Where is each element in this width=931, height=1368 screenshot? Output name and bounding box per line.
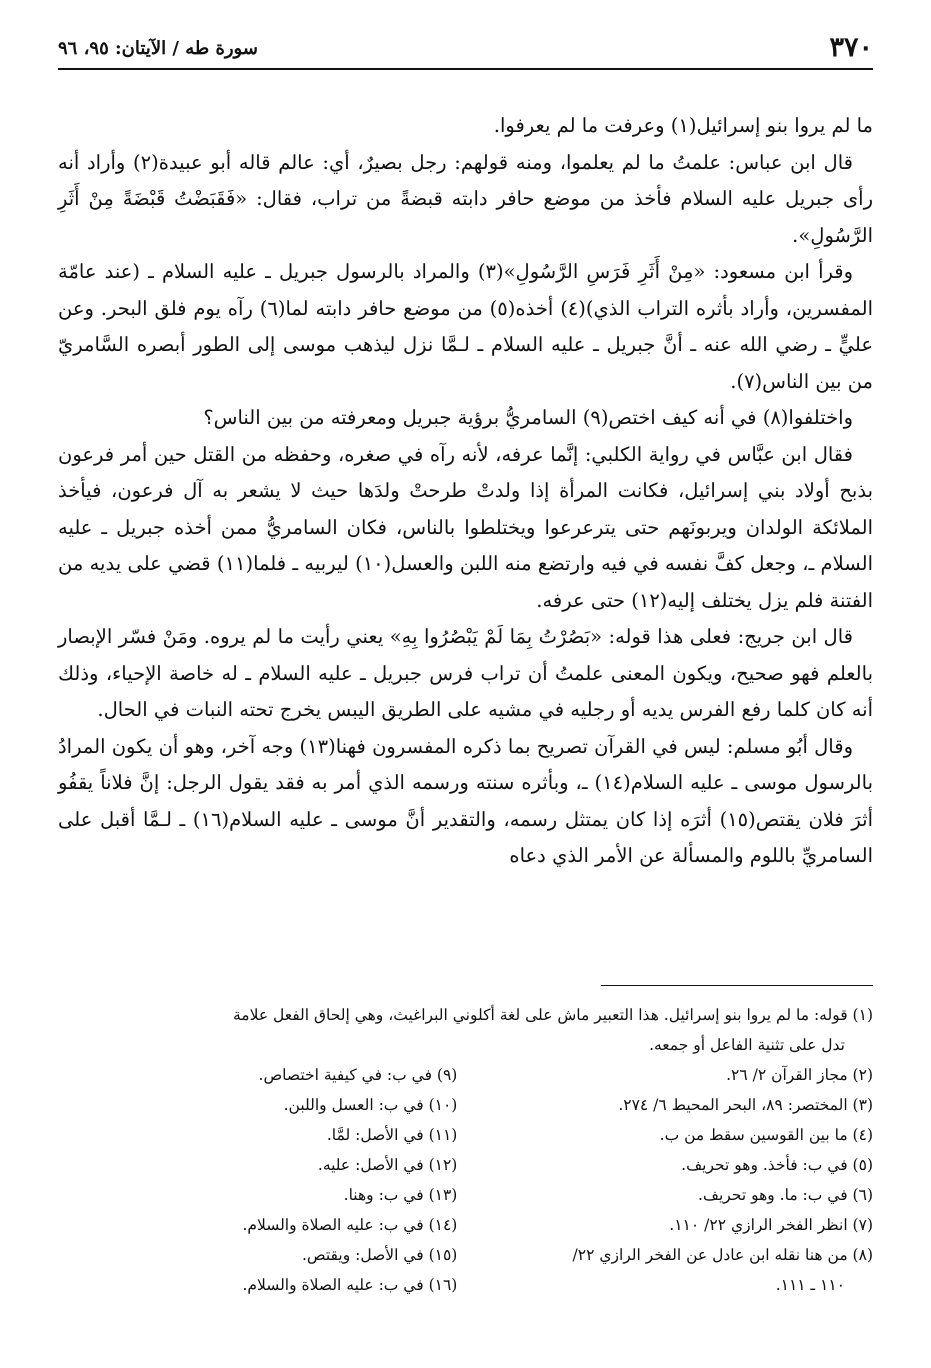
footnote: (١٠) في ب: العسل واللبن.	[283, 1096, 458, 1114]
footnote: (٥) في ب: فأخذ. وهو تحريف.	[681, 1156, 873, 1174]
page-number: ٣٧٠	[829, 32, 873, 63]
footnote: (٨) من هنا نقله ابن عادل عن الفخر الرازي ٢٢/	[572, 1246, 873, 1264]
paragraph: قال ابن عباس: علمتُ ما لم يعلموا، ومنه قولهم: رجل بصيرٌ، أي: عالم قاله أبو عبيدة(٢) وأراد أنه رأى جبريل عليه السلام فأخذ من موضع حافر دابته قبضةً من تراب، فقال: «فَقَبَضْتُ قَبْضَةً مِنْ أَثَرِ الرَّسُولِ».	[58, 150, 873, 247]
footnote: (٣) المختصر: ٨٩، البحر المحيط ٦/ ٢٧٤.	[618, 1096, 873, 1114]
footnote-column-left	[58, 1060, 457, 1300]
footnote: (٤) ما بين القوسين سقط من ب.	[659, 1126, 873, 1144]
footnote-continuation: ١١٠ ـ ١١١.	[775, 1276, 845, 1294]
paragraph: واختلفوا(٨) في أنه كيف اختص(٩) السامريُّ برؤية جبريل ومعرفته من بين الناس؟	[203, 406, 853, 429]
footnote: (١٦) في ب: عليه الصلاة والسلام.	[242, 1276, 458, 1294]
footnote-continuation: تدل على تثنية الفاعل أو جمعه.	[649, 1036, 845, 1054]
footnote-columns	[58, 1060, 873, 1300]
paragraph: وقرأ ابن مسعود: «مِنْ أَثَرِ فَرَسِ الرَّسُولِ»(٣) والمراد بالرسول جبريل ـ عليه السلام ـ (عند عامّة المفسرين، وأراد بأثره التراب الذي)(٤) أخذه(٥) من موضع حافر دابته لما(٦) رآه يوم فلق البحر. وعن عليٍّ ـ رضي الله عنه ـ أنَّ جبريل ـ عليه السلام ـ لـمَّا نزل ليذهب موسى إلى الطور أبصره السَّامريّ من بين الناس(٧).	[58, 260, 873, 393]
paragraph: ما لم يروا بنو إسرائيل(١) وعرفت ما لم يعرفوا.	[493, 114, 873, 137]
footnotes	[58, 1000, 873, 1300]
main-text	[58, 108, 873, 875]
footnote: (١١) في الأصل: لمَّا.	[326, 1126, 458, 1144]
paragraph: وقال أبُو مسلم: ليس في القرآن تصريح بما ذكره المفسرون فهنا(١٣) وجه آخر، وهو أن يكون المرادُ بالرسول موسى ـ عليه السلام(١٤) ـ، وبأثره سنته ورسمه الذي أمر به فقد يقول الرجل: إنَّ فلاناً يقفُو أثرَ فلان يقتص(١٥) أثرَه إذا كان يمتثل رسمه، والتقدير أنَّ موسى ـ عليه السلام(١٦) ـ لـمَّا أقبل على السامريِّ باللوم والمسألة عن الأمر الذي دعاه	[58, 734, 873, 867]
paragraph: فقال ابن عبَّاس في رواية الكلبي: إنَّما عرفه، لأنه رآه في صغره، وحفظه من القتل حين أمر فرعون بذبح أولاد بني إسرائيل، فكانت المرأة إذا ولدتْ طرحتْ ولدَها حيث لا يشعر به آل فرعون، فيأخذ الملائكة الولدان ويربونَهم حتى يترعرعوا ويختلطوا بالناس، فكان السامريُّ ممن أخذه جبريل ـ عليه السلام ـ، وجعل كفَّ نفسه في فيه وارتضع منه اللبن والعسل(١٠) ليربيه ـ فلما(١١) قضي على يديه من الفتنة فلم يزل يختلف إليه(١٢) حتى عرفه.	[58, 442, 873, 612]
footnote: (١٥) في الأصل: ويقتص.	[301, 1246, 458, 1264]
paragraph: قال ابن جريج: فعلى هذا قوله: «بَصُرْتُ بِمَا لَمْ يَبْصُرُوا بِهِ» يعني رأيت ما لم يروه. ومَنْ فسّر الإبصار بالعلم فهو صحيح، ويكون المعنى علمتُ أن تراب فرس جبريل ـ عليه السلام ـ له خاصة الإحياء، وذلك أنه كان كلما رفع الفرس يديه أو رجليه في مشيه على الطريق اليبس يخرج تحته النبات في الحال.	[58, 625, 873, 721]
footnote: (١) قوله: ما لم يروا بنو إسرائيل. هذا التعبير ماش على لغة أكلوني البراغيث، وهي إلحاق الفعل علامة	[232, 1006, 873, 1024]
footnote: (١٣) في ب: وهنا.	[343, 1186, 458, 1204]
footnote: (١٤) في ب: عليه الصلاة والسلام.	[242, 1216, 458, 1234]
footnote-column-right	[474, 1060, 873, 1300]
footnote: (٧) انظر الفخر الرازي ٢٢/ ١١٠.	[669, 1216, 873, 1234]
footnote: (٦) في ب: ما. وهو تحريف.	[698, 1186, 873, 1204]
footnote-separator	[601, 985, 873, 986]
footnote: (٩) في ب: في كيفية اختصاص.	[258, 1066, 458, 1084]
running-header	[58, 32, 873, 70]
running-title: سورة طه / الآيتان: ٩٥، ٩٦	[58, 38, 258, 59]
footnote: (٢) مجاز القرآن ٢/ ٢٦.	[726, 1066, 873, 1084]
footnote: (١٢) في الأصل: عليه.	[317, 1156, 458, 1174]
